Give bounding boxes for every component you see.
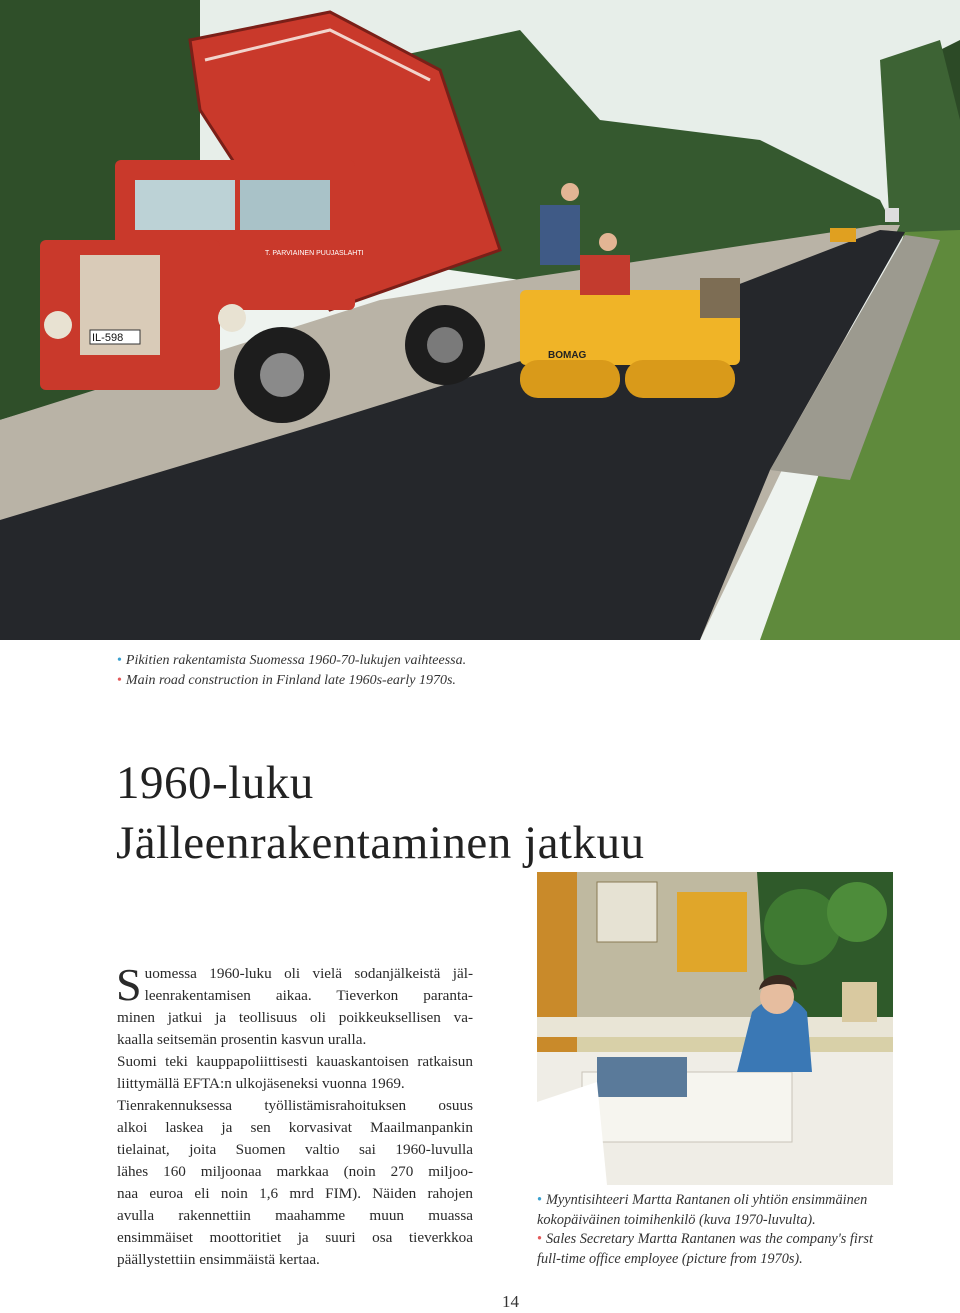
title-line-1: 1960-luku: [116, 757, 314, 810]
body-line: uomessa 1960-luku oli vielä sodanjälkeistä jäl-: [144, 965, 473, 982]
body-paragraph: [116, 959, 473, 1271]
truck-plate: IL-598: [92, 332, 124, 344]
body-line: liittymällä EFTA:n ulkojäseneksi vuonna 1969.: [117, 1075, 405, 1092]
office-caption-en-1: Sales Secretary Martta Rantanen was the company's first: [546, 1231, 873, 1247]
body-line: ensimmäiset moottoritiet ja suuri osa tieverkkoa: [117, 1229, 473, 1246]
bullet-icon: •: [117, 653, 122, 668]
body-line: lähes 160 miljoonaa markkaa (noin 270 miljoo-: [117, 1163, 473, 1180]
caption-en: Main road construction in Finland late 1960s-early 1970s.: [125, 673, 456, 688]
office-caption-fi-2: kokopäiväinen toimihenkilö (kuva 1970-luvulta).: [537, 1211, 816, 1228]
title-line-2: Jälleenrakentaminen jatkuu: [116, 817, 645, 870]
truck-door-text: T. PARVIAINEN PUUJASLAHTI: [265, 250, 364, 257]
drop-cap: S: [116, 959, 142, 1010]
bullet-icon: •: [537, 1192, 543, 1208]
office-photo: [537, 872, 893, 1185]
body-line: alkoi laskea ja sen korvasivat Maailmanpankin: [117, 1119, 473, 1136]
body-line: naa euroa eli noin 1,6 mrd FIM). Näiden rahojen: [117, 1185, 473, 1202]
office-caption-en-2: full-time office employee (picture from 1970s).: [537, 1250, 803, 1267]
caption-fi: Pikitien rakentamista Suomessa 1960-70-lukujen vaihteessa.: [125, 653, 467, 668]
body-line: avulla rakennettiin maahamme muun muassa: [117, 1207, 473, 1224]
body-line: Suomi teki kauppapoliittisesti kauaskantoisen ratkaisun: [117, 1053, 473, 1070]
body-line: Tienrakennuksessa työllistämisrahoituksen osuus: [117, 1097, 473, 1114]
body-line: minen jatkui ja teollisuus oli poikkeuksellisen va-: [117, 1009, 473, 1026]
body-line: kaalla seitsemän prosentin kasvun uralla.: [117, 1031, 367, 1048]
top-photo-caption: [117, 651, 466, 691]
road-construction-photo: [0, 0, 960, 640]
body-line: tielainat, joita Suomen valtio sai 1960-luvulla: [117, 1141, 473, 1158]
page-number: 14: [502, 1292, 519, 1311]
office-photo-caption: [537, 1191, 907, 1269]
body-line: leenrakentamisen aikaa. Tieverkon paranta-: [144, 987, 473, 1004]
roller-brand: BOMAG: [548, 350, 587, 361]
bullet-icon: •: [117, 673, 122, 688]
bullet-icon: •: [537, 1231, 543, 1247]
page-title: [116, 753, 645, 873]
office-caption-fi-1: Myyntisihteeri Martta Rantanen oli yhtiön ensimmäinen: [546, 1192, 868, 1208]
body-line: päällystettiin ensimmäistä kertaa.: [117, 1251, 320, 1268]
